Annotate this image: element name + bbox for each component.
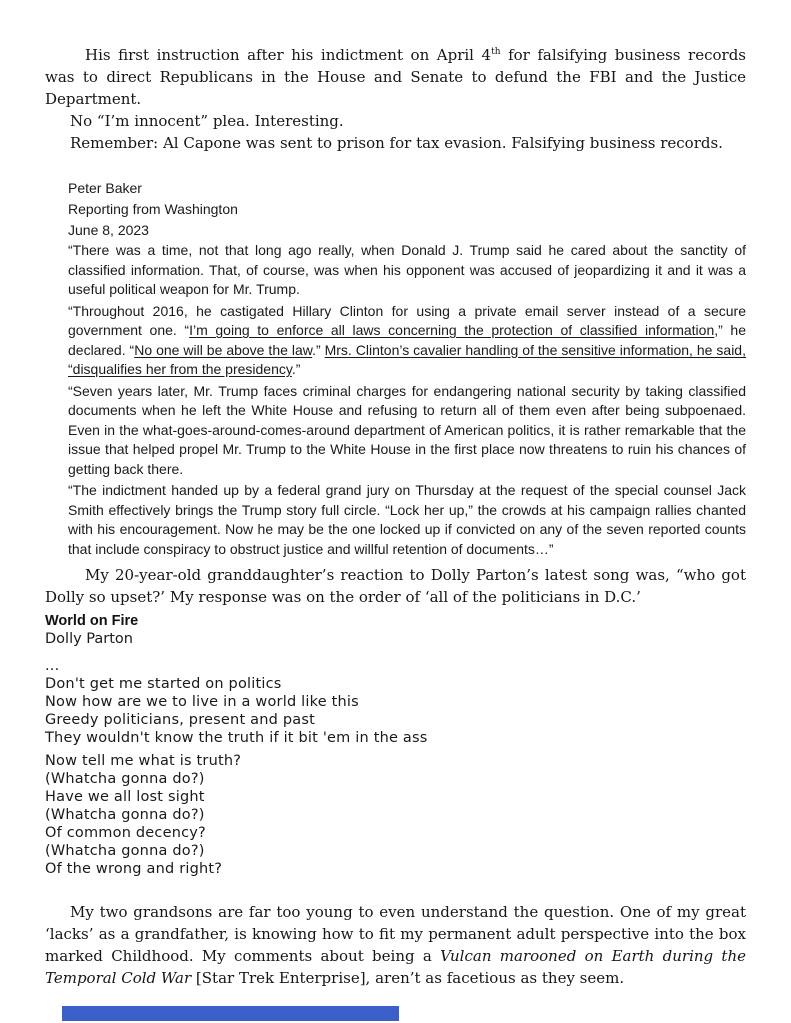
lyrics-stanza-1 — [45, 675, 746, 747]
text-run: ,” he declared. “ — [68, 322, 746, 358]
text-run: I’m going to enforce all laws concerning the protection of classified information — [189, 322, 715, 338]
lyric-line: They wouldn't know the truth if it bit 'em in the ass — [45, 730, 428, 746]
text-run: No one will be above the law — [134, 341, 313, 358]
lyric-line: Have we all lost sight — [45, 789, 205, 805]
quote-paragraph-3: “Seven years later, Mr. Trump faces criminal charges for endangering national security by taking classified documents when he left the White House and refusing to return all of them even after being subpoenaed. Even in the what-goes-around-comes-around department of American politics, it is rather remarkable that the issue that helped propel Mr. Trump to the White House in the first place now threatens to ruin his chances of getting back there. — [68, 382, 746, 477]
text-run: Mrs. Clinton’s cavalier handling of the sensitive information, he said, “disqualifies her from the presidency — [68, 341, 746, 377]
quote-byline: Peter Baker — [68, 180, 142, 196]
quote-paragraph-1: “There was a time, not that long ago really, when Donald J. Trump said he cared about the sanctity of classified information. That, of course, was when his opponent was accused of jeopardizing it and it was a useful political weapon for Mr. Trump. — [68, 242, 746, 297]
granddaughter-paragraph: My 20-year-old granddaughter’s reaction to Dolly Parton’s latest song was, “who got Dolly so upset?’ My response was on the order of ‘all of the politicians in D.C.’ — [45, 566, 746, 606]
lyrics-stanza-2 — [45, 752, 746, 878]
text-run: .” — [312, 341, 325, 358]
song-artist: Dolly Parton — [45, 631, 133, 647]
intro-paragraph-indictment — [45, 44, 746, 110]
bottom-blue-highlight-bar — [62, 1006, 399, 1021]
intro-paragraph-capone: Remember: Al Capone was sent to prison for tax evasion. Falsifying business records. — [70, 134, 723, 152]
intro-paragraph-plea: No “I’m innocent” plea. Interesting. — [70, 112, 344, 130]
text-run: [Star Trek Enterprise], aren’t as facetious as they seem. — [191, 969, 625, 987]
lyric-line: Greedy politicians, present and past — [45, 712, 315, 728]
song-title: World on Fire — [45, 613, 139, 629]
quote-paragraph-4: “The indictment handed up by a federal grand jury on Thursday at the request of the special counsel Jack Smith effectively brings the Trump story full circle. “Lock her up,” the crowds at his campaign rallies chanted with his encouragement. Now he may be the one locked up if convicted on any of the seven reported counts that include conspiracy to obstruct justice and willful retention of documents…” — [68, 482, 746, 557]
lyric-line: (Whatcha gonna do?) — [45, 771, 205, 787]
lyric-line: (Whatcha gonna do?) — [45, 807, 205, 823]
lyric-line: Now how are we to live in a world like this — [45, 694, 359, 710]
lyric-line: Don't get me started on politics — [45, 676, 282, 692]
news-quote-block — [68, 178, 746, 559]
lyric-line: Of common decency? — [45, 825, 206, 841]
quote-date: June 8, 2023 — [68, 222, 149, 238]
text-run: “Throughout 2016, he castigated Hillary Clinton for using a private email server instead of a secure government one. “ — [68, 302, 746, 338]
lyric-line: (Whatcha gonna do?) — [45, 843, 205, 859]
text-run: My two grandsons are far too young to even understand the question. One of my great ‘lacks’ as a grandfather, is knowing how to fit my permanent adult perspective into the box marked Childhood. My comments about being a — [45, 903, 746, 965]
text-run: .” — [291, 361, 301, 377]
text-run: His first instruction after his indictment on April 4 — [85, 46, 492, 64]
quote-paragraph-2 — [68, 302, 746, 380]
text-run: for falsifying business records was to direct Republicans in the House and Senate to defund the FBI and the Justice Department. — [45, 46, 746, 108]
closing-paragraph — [45, 901, 746, 989]
lyric-line: Of the wrong and right? — [45, 861, 223, 877]
quote-dateline: Reporting from Washington — [68, 201, 238, 217]
lyric-line: Now tell me what is truth? — [45, 753, 242, 769]
lyrics-ellipsis: ... — [45, 658, 60, 674]
text-run: Vulcan marooned on Earth during the Temporal Cold War — [45, 947, 746, 987]
text-run: th — [491, 47, 501, 57]
